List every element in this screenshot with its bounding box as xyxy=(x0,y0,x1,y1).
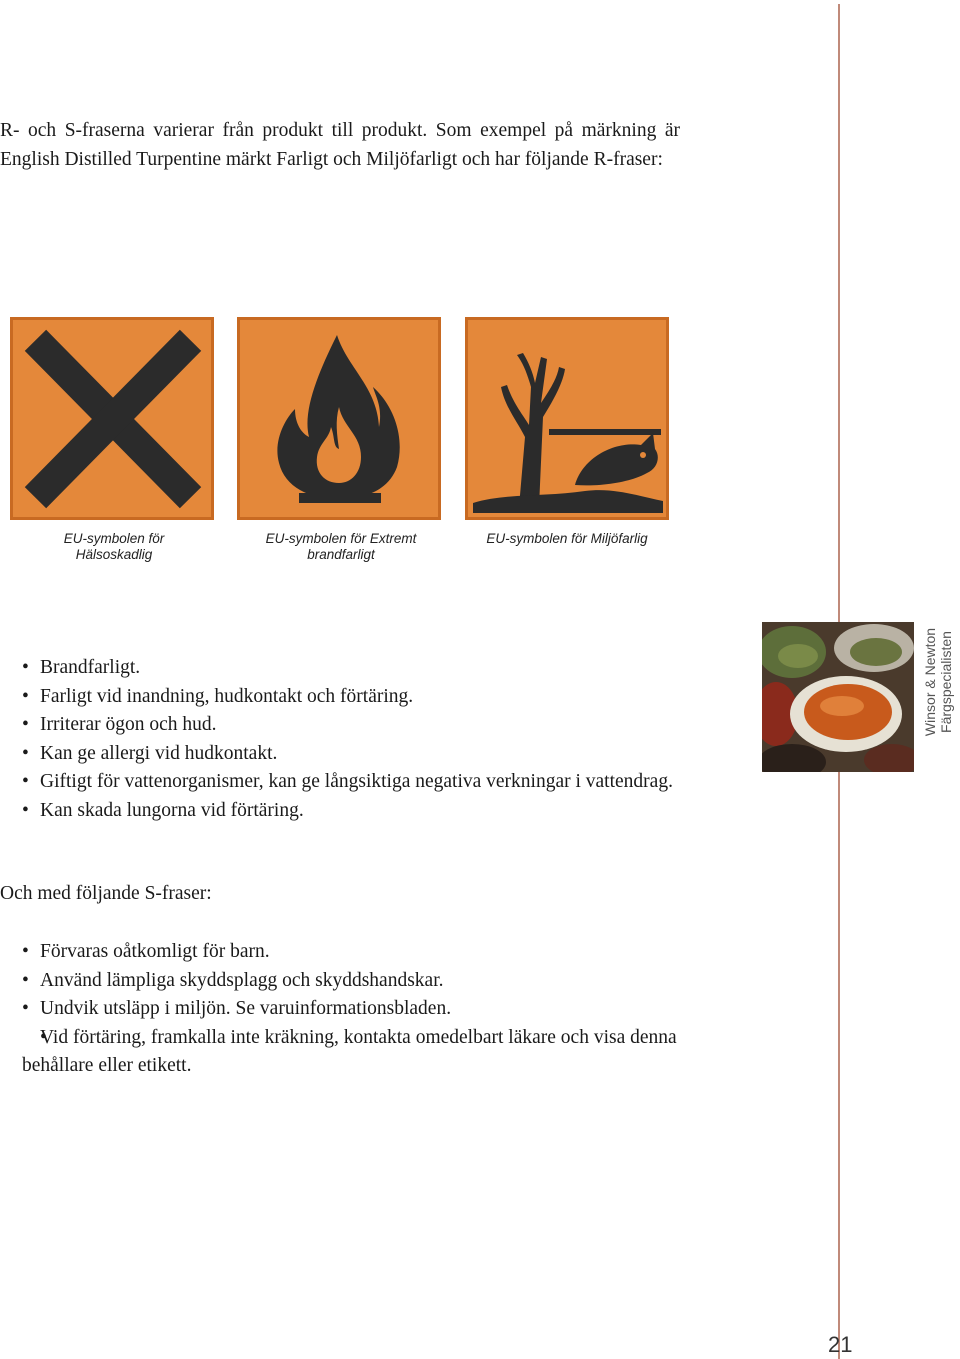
dead-tree-fish-icon xyxy=(465,317,669,520)
brand-name: Winsor & Newton xyxy=(922,627,938,737)
brand-tagline: Färgspecialisten xyxy=(938,631,954,733)
list-item: • Använd lämpliga skyddsplagg och skyddshandskar. xyxy=(22,967,682,996)
list-item: • Undvik utsläpp i miljön. Se varuinformationsbladen. xyxy=(22,995,682,1024)
list-item: • Farligt vid inandning, hudkontakt och förtäring. xyxy=(22,683,678,712)
s-phrase-intro: Och med följande S-fraser: xyxy=(0,883,212,904)
s-phrase-list xyxy=(22,938,682,1081)
list-item: • Brandfarligt. xyxy=(22,654,678,683)
page-number: 21 xyxy=(828,1332,853,1357)
harmful-x-icon xyxy=(10,317,214,520)
list-item: • Kan skada lungorna vid förtäring. xyxy=(22,797,678,826)
r-phrase-list xyxy=(22,654,678,825)
paint-pigments-photo xyxy=(762,622,914,772)
intro-paragraph: R- och S-fraserna varierar från produkt till produkt. Som exempel på märkning är English Distilled Turpentine märkt Farligt och Miljöfarligt och har följande R-fraser: xyxy=(0,120,680,170)
flame-icon xyxy=(237,317,441,520)
list-item: • Giftigt för vattenorganismer, kan ge långsiktiga negativa verkningar i vattendrag. xyxy=(22,768,678,797)
symbol-caption: EU-symbolen för Extremt brandfarligt xyxy=(265,531,417,562)
list-item: • Förvaras oåtkomligt för barn. xyxy=(22,938,682,967)
list-item: • Irriterar ögon och hud. xyxy=(22,711,678,740)
list-item: • Kan ge allergi vid hudkontakt. xyxy=(22,740,678,769)
brand-vertical-text xyxy=(918,627,958,737)
symbol-caption: EU-symbolen för Hälsoskadlig xyxy=(63,531,165,562)
list-item: • Vid förtäring, framkalla inte kräkning, kontakta omedelbart läkare och visa denna behållare eller etikett. xyxy=(22,1024,682,1081)
symbol-caption: EU-symbolen för Miljöfarlig xyxy=(486,531,648,546)
